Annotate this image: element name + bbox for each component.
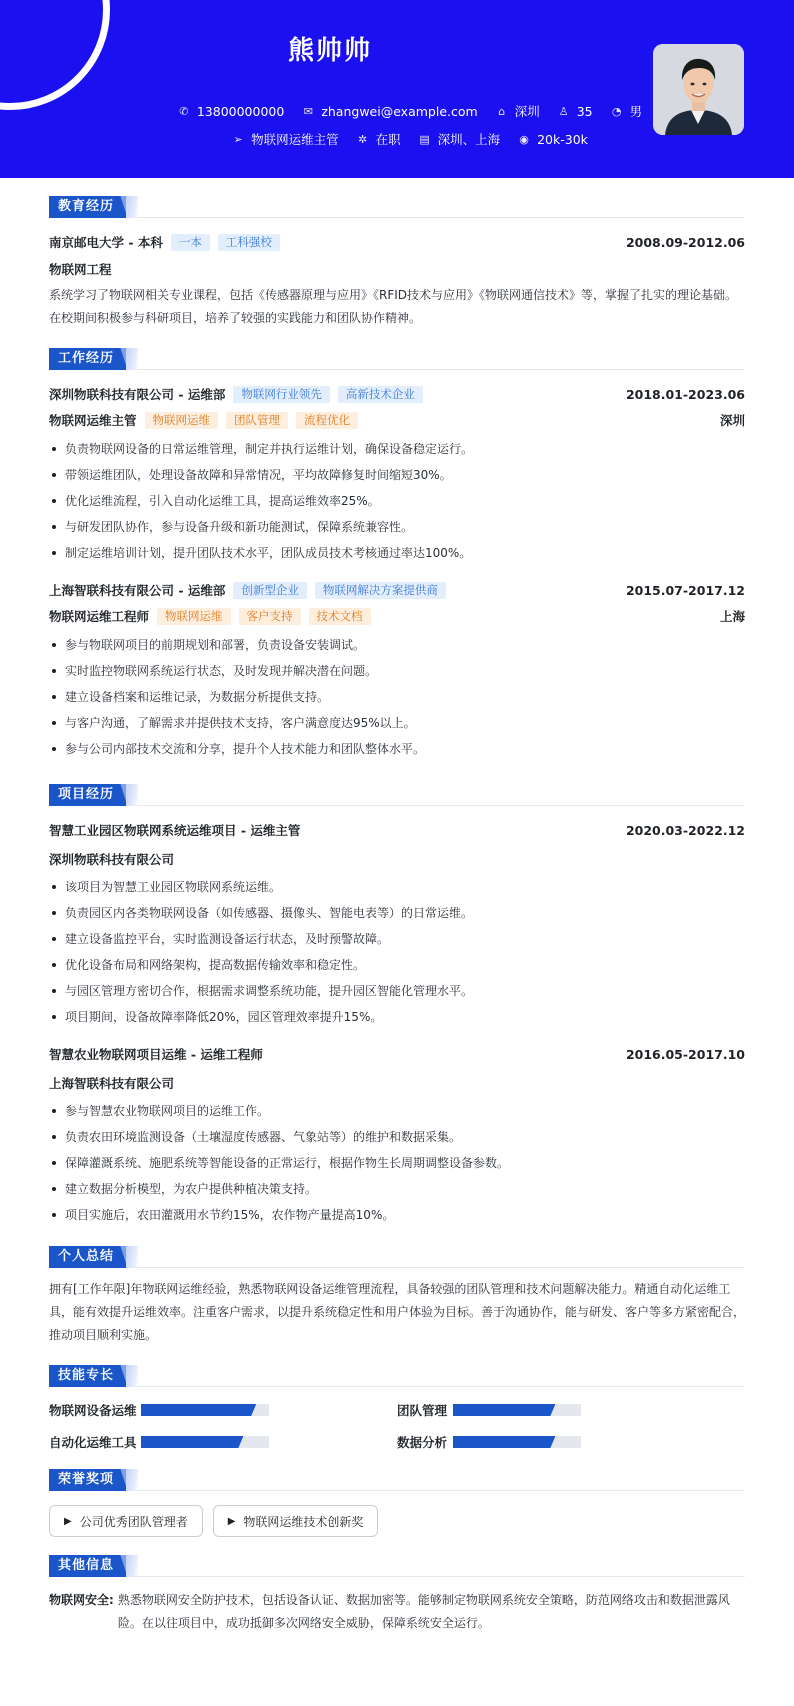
gender-value: 男 [629,104,643,119]
age-item [558,102,593,120]
job-entry [49,580,745,762]
work-title: 工作经历 [49,348,126,370]
role-tag: 技术文档 [309,608,371,625]
contact-row-1 [0,102,660,120]
skill-item [49,1433,397,1451]
mail-icon: ✉ [303,104,313,118]
skill-item [397,1433,745,1451]
email-item [302,102,477,120]
play-icon: ▶ [227,1515,236,1527]
list-item: 项目实施后，农田灌溉用水节约15%，农作物产量提高10%。 [49,1202,745,1228]
position-item [232,130,339,148]
award-label: 公司优秀团队管理者 [79,1514,188,1529]
phone-icon: ✆ [179,104,189,118]
status-item [357,130,401,148]
phone-item [178,102,284,120]
education-entry [49,232,745,330]
gender-icon: ◔ [611,104,622,118]
summary-title: 个人总结 [49,1246,126,1268]
job-role: 物联网运维工程师 [49,609,150,624]
skill-item [397,1401,745,1419]
role-tag: 流程优化 [296,412,358,429]
role-tag: 物联网运维 [157,608,231,625]
project-date: 2016.05-2017.10 [625,1046,745,1062]
award-badge [49,1505,203,1537]
awards-list [49,1505,745,1537]
list-item: 优化设备布局和网络架构，提高数据传输效率和稳定性。 [49,952,745,978]
company-tag: 创新型企业 [233,582,307,599]
skill-label: 物联网设备运维 [49,1403,137,1418]
school-tag: 一本 [171,234,210,251]
job-location: 上海 [719,609,745,624]
awards-title: 荣誉奖项 [49,1469,126,1491]
phone-value: 13800000000 [196,103,285,119]
gender-item [611,102,643,120]
list-item: 参与物联网项目的前期规划和部署，负责设备安装调试。 [49,632,745,658]
skills-section-header [49,1365,745,1387]
status-value: 在职 [375,132,401,147]
project-date: 2020.03-2022.12 [625,822,745,838]
job-date: 2018.01-2023.06 [625,386,745,402]
other-key: 物联网安全: [49,1593,114,1607]
age-icon: ♙ [558,104,569,118]
avatar [653,44,744,135]
list-item: 负责园区内各类物联网设备（如传感器、摄像头、智能电表等）的日常运维。 [49,900,745,926]
resume-body [0,196,794,1635]
status-icon: ✲ [357,132,368,146]
skill-bar [141,1404,269,1416]
summary-text: 拥有[工作年限]年物联网运维经验，熟悉物联网设备运维管理流程，具备较强的团队管理和技术问题解决能力。精通自动化运维工具，能有效提升运维效率。注重客户需求，以提升系统稳定性和用户体验为目标。善于沟通协作，能与研发、客户等多方紧密配合，推动项目顺利实施。 [49,1282,746,1342]
list-item: 建立设备监控平台，实时监测设备运行状态，及时预警故障。 [49,926,745,952]
project-details [49,874,745,1030]
role-tag: 物联网运维 [145,412,219,429]
project-company: 深圳物联科技有限公司 [49,852,175,867]
list-item: 该项目为智慧工业园区物联网系统运维。 [49,874,745,900]
skill-item [49,1401,397,1419]
skill-label: 团队管理 [397,1403,448,1418]
skill-bar [141,1436,269,1448]
job-duties [49,436,745,566]
education-title: 教育经历 [49,196,126,218]
target-city-item [419,130,501,148]
job-company: 上海智联科技有限公司 - 运维部 [49,583,226,598]
major: 物联网工程 [49,262,112,277]
project-entry [49,1044,745,1228]
skill-label: 数据分析 [397,1435,448,1450]
avatar-portrait [653,44,744,135]
salary-value: 20k-30k [537,131,588,147]
job-date: 2015.07-2017.12 [625,582,745,598]
education-section-header [49,196,745,218]
list-item: 带领运维团队，处理设备故障和异常情况，平均故障修复时间缩短30%。 [49,462,745,488]
target-city-value: 深圳、上海 [437,132,501,147]
position-value: 物联网运维主管 [251,132,339,147]
awards-section-header [49,1469,745,1491]
list-item: 负责农田环境监测设备（土壤湿度传感器、气象站等）的维护和数据采集。 [49,1124,745,1150]
list-item: 参与智慧农业物联网项目的运维工作。 [49,1098,745,1124]
company-tag: 物联网行业领先 [233,386,330,403]
company-tag: 物联网解决方案提供商 [315,582,446,599]
other-value: 熟悉物联网安全防护技术，包括设备认证、数据加密等。能够制定物联网系统安全策略，防范网络攻击和数据泄露风险。在以往项目中，成功抵御多次网络安全威胁，保障系统安全运行。 [117,1593,730,1630]
list-item: 项目期间，设备故障率降低20%，园区管理效率提升15%。 [49,1004,745,1030]
city-item [496,102,540,120]
project-name: 智慧工业园区物联网系统运维项目 - 运维主管 [49,823,301,838]
job-company: 深圳物联科技有限公司 - 运维部 [49,387,226,402]
skill-bar [453,1436,581,1448]
skill-bar-fill [141,1404,256,1416]
skill-bar-fill [141,1436,243,1448]
list-item: 与客户沟通，了解需求并提供技术支持，客户满意度达95%以上。 [49,710,745,736]
contact-row-2 [0,130,660,148]
school-tag: 工科强校 [218,234,280,251]
candidate-name: 熊帅帅 [287,36,372,66]
projects-section-header [49,784,745,806]
list-item: 制定运维培训计划，提升团队技术水平，团队成员技术考核通过率达100%。 [49,540,745,566]
list-item: 建立数据分析模型，为农户提供种植决策支持。 [49,1176,745,1202]
city-value: 深圳 [514,104,540,119]
summary-section-header [49,1246,745,1268]
skills-title: 技能专长 [49,1365,126,1387]
project-name: 智慧农业物联网项目运维 - 运维工程师 [49,1047,263,1062]
other-section-header [49,1555,745,1577]
skill-label: 自动化运维工具 [49,1435,137,1450]
company-tag: 高新技术企业 [338,386,423,403]
job-entry [49,384,745,566]
job-location: 深圳 [719,413,745,428]
age-value: 35 [576,103,593,119]
school-name: 南京邮电大学 - 本科 [49,235,163,250]
skill-bar-fill [453,1404,555,1416]
education-description: 系统学习了物联网相关专业课程，包括《传感器原理与应用》《RFID技术与应用》《物联网通信技术》等，掌握了扎实的理论基础。在校期间积极参与科研项目，培养了较强的实践能力和团队协作精神。 [49,288,738,325]
job-duties [49,632,745,762]
skills-grid [49,1401,745,1451]
role-tag: 团队管理 [226,412,288,429]
list-item: 保障灌溉系统、施肥系统等智能设备的正常运行，根据作物生长周期调整设备参数。 [49,1150,745,1176]
project-details [49,1098,745,1228]
salary-icon: ◉ [519,132,529,146]
role-tag: 客户支持 [239,608,301,625]
list-item: 优化运维流程，引入自动化运维工具，提高运维效率25%。 [49,488,745,514]
list-item: 建立设备档案和运维记录，为数据分析提供支持。 [49,684,745,710]
home-icon: ⌂ [498,104,506,118]
education-date: 2008.09-2012.06 [625,234,745,250]
list-item: 负责物联网设备的日常运维管理，制定并执行运维计划，确保设备稳定运行。 [49,436,745,462]
projects-title: 项目经历 [49,784,126,806]
resume-header [0,0,794,178]
list-item: 与园区管理方密切合作，根据需求调整系统功能，提升园区智能化管理水平。 [49,978,745,1004]
award-label: 物联网运维技术创新奖 [243,1514,364,1529]
skill-bar [453,1404,581,1416]
other-info [49,1589,745,1635]
list-item: 与研发团队协作，参与设备升级和新功能测试，保障系统兼容性。 [49,514,745,540]
building-icon: ▤ [419,132,430,146]
skill-bar-fill [453,1436,555,1448]
project-entry [49,820,745,1030]
list-item: 实时监控物联网系统运行状态，及时发现并解决潜在问题。 [49,658,745,684]
email-value: zhangwei@example.com [321,103,478,119]
send-icon: ➢ [233,132,243,146]
work-section-header [49,348,745,370]
award-badge [213,1505,379,1537]
salary-item [518,130,588,148]
other-title: 其他信息 [49,1555,126,1577]
project-company: 上海智联科技有限公司 [49,1076,175,1091]
play-icon: ▶ [64,1515,72,1527]
list-item: 参与公司内部技术交流和分享，提升个人技术能力和团队整体水平。 [49,736,745,762]
job-role: 物联网运维主管 [49,413,137,428]
